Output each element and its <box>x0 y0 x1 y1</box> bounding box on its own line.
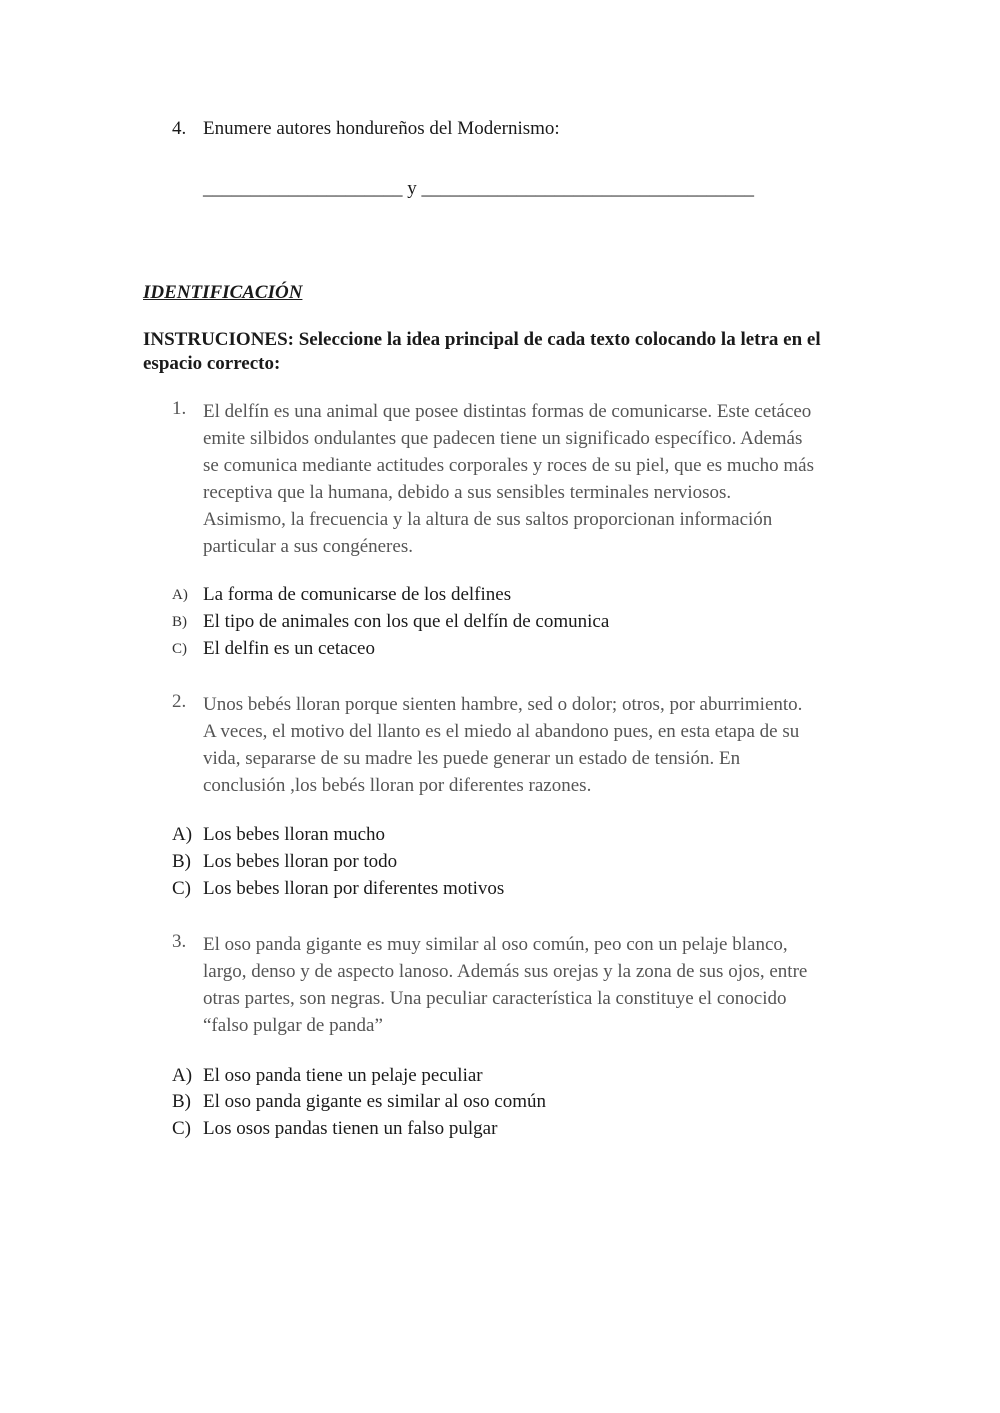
option-letter: C) <box>172 641 187 657</box>
passage-line: vida, separarse de su madre les puede generar un estado de tensión. En <box>203 748 741 769</box>
passage-line: particular a sus congéneres. <box>203 536 413 557</box>
item-2-option-a[interactable]: Los bebes lloran mucho <box>203 824 386 845</box>
option-letter: A) <box>172 1065 193 1086</box>
passage-line: A veces, el motivo del llanto es el miedo al abandono pues, en esta etapa de su <box>203 721 800 742</box>
item-2-passage <box>203 691 868 799</box>
passage-line: El oso panda gigante es muy similar al oso común, peo con un pelaje blanco, <box>203 934 788 955</box>
item-1-option-b[interactable]: El tipo de animales con los que el delfín de comunica <box>203 611 610 632</box>
passage-line: El delfín es una animal que posee distintas formas de comunicarse. Este cetáceo <box>203 401 812 422</box>
item-3-option-b[interactable]: El oso panda gigante es similar al oso común <box>203 1091 546 1112</box>
section-title: IDENTIFICACIÓN <box>143 282 303 303</box>
passage-line: Asimismo, la frecuencia y la altura de sus saltos proporcionan información <box>203 509 773 530</box>
item-1-passage <box>203 398 868 560</box>
passage-line: otras partes, son negras. Una peculiar característica la constituye el conocido <box>203 988 787 1009</box>
passage-line: “falso pulgar de panda” <box>203 1015 383 1036</box>
option-letter: C) <box>172 1118 191 1139</box>
passage-line: conclusión ,los bebés lloran por diferentes razones. <box>203 775 592 796</box>
passage-line: Unos bebés lloran porque sienten hambre, sed o dolor; otros, por aburrimiento. <box>203 694 803 715</box>
passage-line: se comunica mediante actitudes corporales y roces de su piel, que es mucho más <box>203 455 814 476</box>
item-3-option-a[interactable]: El oso panda tiene un pelaje peculiar <box>203 1065 483 1086</box>
item-1-option-c[interactable]: El delfin es un cetaceo <box>203 638 375 659</box>
option-letter: B) <box>172 1091 191 1112</box>
item-3-number: 3. <box>172 931 187 952</box>
instructions: INSTRUCIONES: Seleccione la idea principal de cada texto colocando la letra en el espacio correcto: <box>143 329 821 374</box>
item-1-option-a[interactable]: La forma de comunicarse de los delfines <box>203 584 512 605</box>
item-3-passage <box>203 931 868 1039</box>
option-letter: A) <box>172 824 193 845</box>
item-2-number: 2. <box>172 691 187 712</box>
item-3-option-c[interactable]: Los osos pandas tienen un falso pulgar <box>203 1118 498 1139</box>
item-2-option-c[interactable]: Los bebes lloran por diferentes motivos <box>203 878 505 899</box>
passage-line: emite silbidos ondulantes que padecen tiene un significado específico. Además <box>203 428 803 449</box>
question-4-text: Enumere autores hondureños del Modernismo: <box>203 118 560 139</box>
option-letter: B) <box>172 614 187 630</box>
passage-line: receptiva que la humana, debido a sus sensibles terminales nerviosos. <box>203 482 732 503</box>
question-4-number: 4. <box>172 118 187 139</box>
answer-blank-line[interactable]: _____________________ y ___________________________________ <box>203 178 754 199</box>
option-letter: C) <box>172 878 191 899</box>
item-1-number: 1. <box>172 398 187 419</box>
option-letter: B) <box>172 851 191 872</box>
option-letter: A) <box>172 587 188 603</box>
item-2-option-b[interactable]: Los bebes lloran por todo <box>203 851 398 872</box>
passage-line: largo, denso y de aspecto lanoso. Además sus orejas y la zona de sus ojos, entre <box>203 961 808 982</box>
